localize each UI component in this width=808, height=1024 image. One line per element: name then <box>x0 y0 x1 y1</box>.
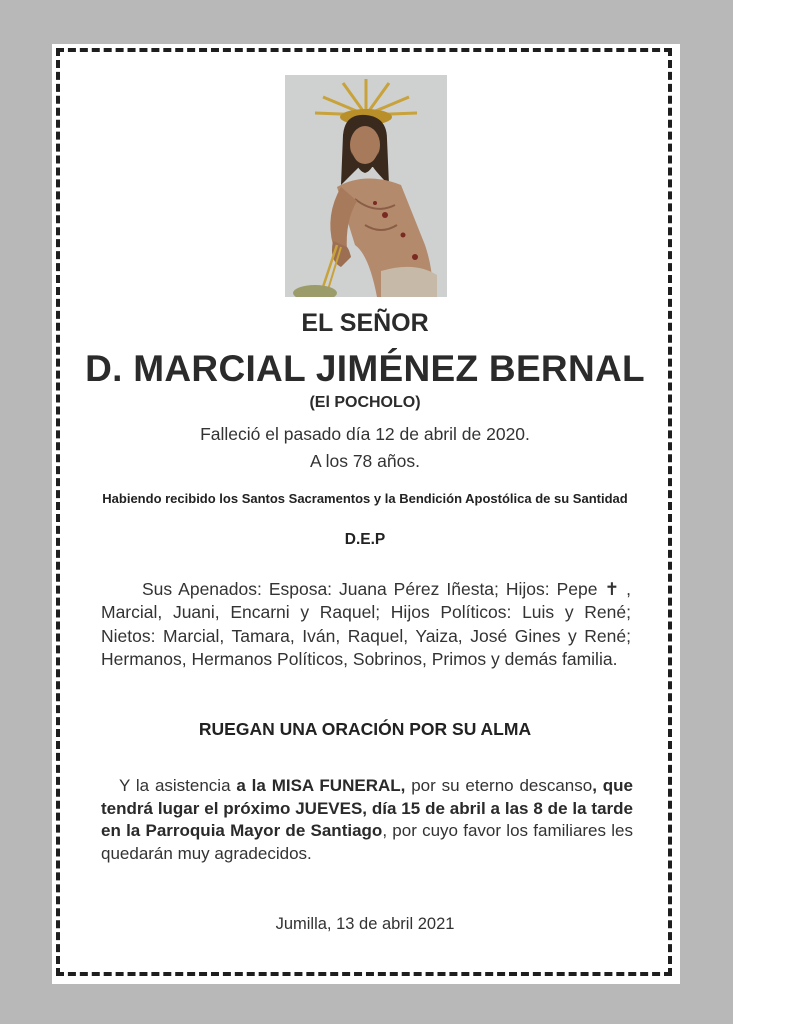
funeral-text-2: a la MISA FUNERAL, <box>236 776 406 795</box>
prayer-request: RUEGAN UNA ORACIÓN POR SU ALMA <box>198 719 532 739</box>
mourners-text-1: Sus Apenados: Esposa: Juana Pérez Iñesta; Hijos: Pepe <box>142 579 598 599</box>
religious-statue-image <box>285 75 447 297</box>
dep-label: D.E.P <box>344 531 386 548</box>
right-margin <box>733 0 808 1024</box>
nickname: (El POCHOLO) <box>309 394 421 411</box>
funeral-text-3: por su eterno descanso <box>405 776 593 795</box>
age-line: A los 78 años. <box>310 451 420 471</box>
funeral-text-1: Y la asistencia <box>119 776 237 795</box>
funeral-paragraph <box>101 775 633 865</box>
funeral-text-4: , que tendrá lugar el próximo JUEVES, día 15 de abril a las 8 de la tarde en la Parroquia Mayor de Santiago <box>101 776 634 840</box>
death-date-line: Falleció el pasado día 12 de abril de 2020. <box>200 424 530 444</box>
funeral-text-5: , por cuyo favor los familiares les quedarán muy agradecidos. <box>101 821 633 863</box>
heading: EL SEÑOR <box>301 309 429 337</box>
sacraments-line: Habiendo recibido los Santos Sacramentos y la Bendición Apostólica de su Santidad <box>102 491 628 506</box>
place-date: Jumilla, 13 de abril 2021 <box>275 915 455 933</box>
deceased-name: D. MARCIAL JIMÉNEZ BERNAL <box>85 348 645 389</box>
cross-icon: ✝ <box>604 579 620 599</box>
mourners-text-2: , Marcial, Juani, Encarni y Raquel; Hijos Políticos: Luis y René; Nietos: Marcial, Tamara, Iván, Raquel, Yaiza, José Gines y René; Hermanos, Hermanos Políticos, Sobrinos, Primos y demás familia. <box>101 579 631 669</box>
mourners-paragraph <box>101 578 631 671</box>
